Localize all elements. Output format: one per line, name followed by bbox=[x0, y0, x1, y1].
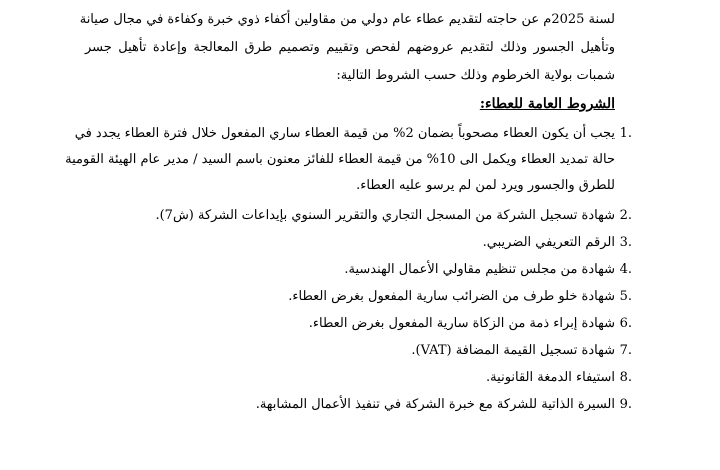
intro-line-2: وتأهيل الجسور وذلك لتقديم عروضهم لفحص وتقييم وتصميم طرق المعالجة وإعادة تأهيل جسر bbox=[85, 40, 615, 55]
item-number-7: 7. bbox=[619, 343, 632, 358]
item-1-line-1: يجب أن يكون العطاء مصحوباً بضمان 2% من قيمة العطاء ساري المفعول خلال فترة العطاء يجدد في bbox=[74, 126, 615, 141]
item-number-5: 5. bbox=[619, 289, 632, 304]
intro-line-3: شمبات بولاية الخرطوم وذلك حسب الشروط التالية: bbox=[336, 68, 615, 83]
list-item-6: شهادة إبراء ذمة من الزكاة سارية المفعول بغرض العطاء. bbox=[308, 316, 615, 331]
item-1-line-2: حالة تمديد العطاء ويكمل الى 10% من قيمة العطاء للفائز معنون باسم السيد / مدير عام الهيئة القومية bbox=[65, 152, 615, 167]
section-heading: الشروط العامة للعطاء: bbox=[479, 96, 615, 112]
intro-line-1: لسنة 2025م عن حاجته لتقديم عطاء عام دولي من مقاولين أكفاء ذوي خبرة وكفاءة في مجال صيانة bbox=[79, 12, 615, 27]
item-number-1: 1. bbox=[619, 126, 632, 141]
item-number-6: 6. bbox=[619, 316, 632, 331]
list-item-7: شهادة تسجيل القيمة المضافة (VAT). bbox=[411, 343, 615, 358]
list-item-3: الرقم التعريفي الضريبي. bbox=[482, 235, 615, 250]
list-item-4: شهادة من مجلس تنظيم مقاولي الأعمال الهندسية. bbox=[344, 262, 615, 277]
item-number-4: 4. bbox=[619, 262, 632, 277]
item-number-2: 2. bbox=[619, 208, 632, 223]
item-number-9: 9. bbox=[619, 397, 632, 412]
list-item-8: استيفاء الدمغة القانونية. bbox=[486, 370, 615, 385]
list-item-5: شهادة خلو طرف من الضرائب سارية المفعول بغرض العطاء. bbox=[288, 289, 615, 304]
item-number-8: 8. bbox=[619, 370, 632, 385]
list-item-2: شهادة تسجيل الشركة من المسجل التجاري والتقرير السنوي بإيداعات الشركة (ش7). bbox=[155, 208, 615, 223]
list-item-9: السيرة الذاتية للشركة مع خبرة الشركة في تنفيذ الأعمال المشابهة. bbox=[255, 397, 615, 412]
item-1-line-3: للطرق والجسور ويرد لمن لم يرسو عليه العطاء. bbox=[356, 178, 615, 193]
item-number-3: 3. bbox=[619, 235, 632, 250]
